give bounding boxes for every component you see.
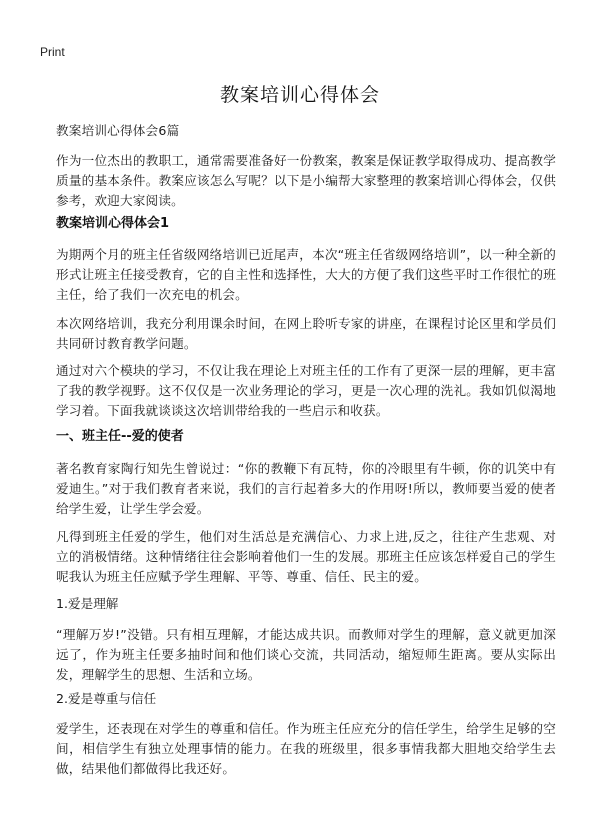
paragraph-4: 著名教育家陶行知先生曾说过：“你的教鞭下有瓦特，你的冷眼里有牛顿，你的讥笑中有爱迪生。”对于我们教育者来说，我们的言行起着多大的作用呀!所以，教师要当爱的使者给学生爱，让学生学会爱。	[56, 461, 556, 516]
point-heading-1: 1.爱是理解	[56, 596, 119, 611]
paragraph-7: 爱学生，还表现在对学生的尊重和信任。作为班主任应充分的信任学生，给学生足够的空间，相信学生有独立处理事情的能力。在我的班级里，很多事情我都大胆地交给学生去做，结果他们都做得比我还好。	[56, 721, 556, 776]
paragraph-5: 凡得到班主任爱的学生，他们对生活总是充满信心、力求上进,反之，往往产生悲观、对立的消极情绪。这种情绪往往会影响着他们一生的发展。那班主任应该怎样爱自己的学生呢我认为班主任应赋予学生理解、平等、尊重、信任、民主的爱。	[56, 529, 556, 584]
paragraph-3: 通过对六个模块的学习，不仅让我在理论上对班主任的工作有了更深一层的理解，更丰富了我的教学视野。这不仅仅是一次业务理论的学习，更是一次心理的洗礼。我如饥似渴地学习着。下面我就谈谈这次培训带给我的一些启示和收获。	[56, 363, 556, 418]
print-link[interactable]: Print	[40, 45, 65, 59]
paragraph-2: 本次网络培训，我充分利用课余时间，在网上聆听专家的讲座，在课程讨论区里和学员们共同研讨教育教学问题。	[56, 316, 556, 351]
subsection-heading: 一、班主任--爱的使者	[56, 429, 184, 444]
point-heading-2: 2.爱是尊重与信任	[56, 691, 157, 706]
intro-paragraph: 作为一位杰出的教职工，通常需要准备好一份教案，教案是保证教学取得成功、提高教学质量的基本条件。教案应该怎么写呢？以下是小编帮大家整理的教案培训心得体会，仅供参考，欢迎大家阅读。	[56, 153, 556, 208]
paragraph-1: 为期两个月的班主任省级网络培训已近尾声，本次“班主任省级网络培训”，以一种全新的形式让班主任接受教育，它的自主性和选择性，大大的方便了我们这些平时工作很忙的班主任，给了我们一次充电的机会。	[56, 247, 556, 302]
paragraph-6: “理解万岁!”没错。只有相互理解，才能达成共识。而教师对学生的理解，意义就更加深远了，作为班主任要多抽时间和他们谈心交流，共同活动，缩短师生距离。要从实际出发，理解学生的思想、生活和立场。	[56, 627, 556, 682]
page-title: 教案培训心得体会	[219, 84, 380, 106]
section-heading: 教案培训心得体会1	[56, 216, 170, 231]
document-subtitle: 教案培训心得体会6篇	[56, 123, 180, 138]
